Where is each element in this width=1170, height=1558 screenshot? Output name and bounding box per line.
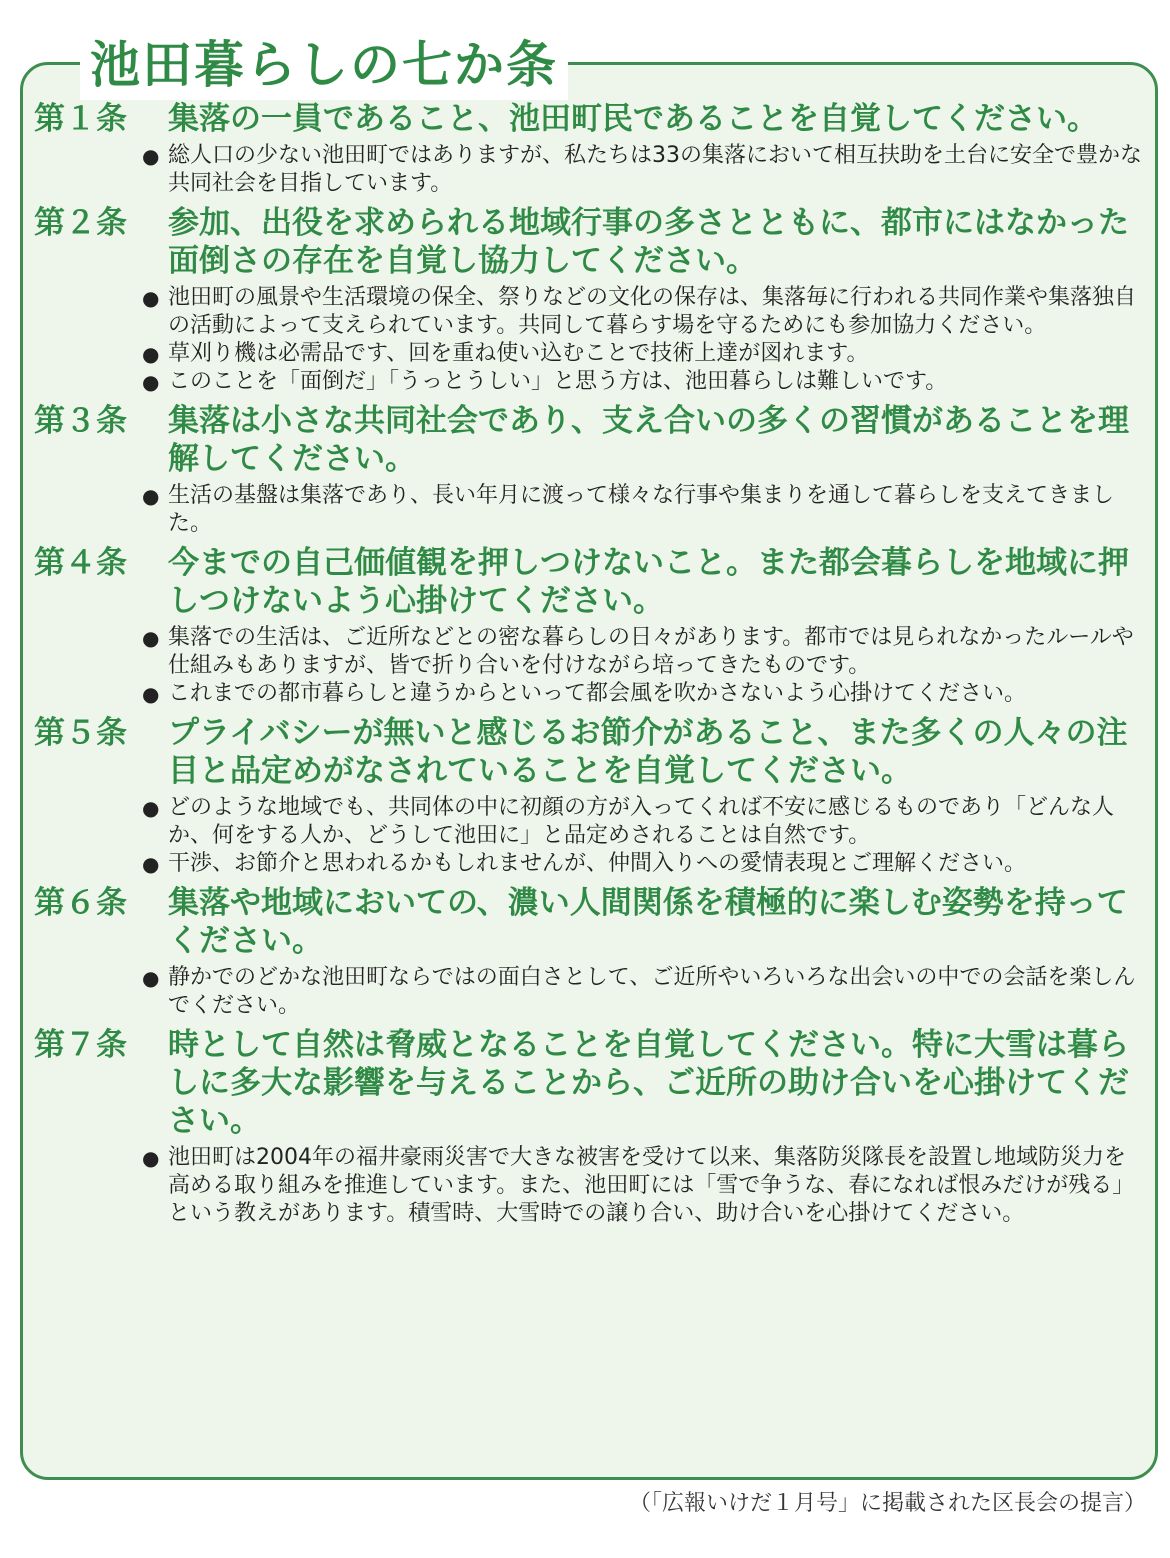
article-title: 今までの自己価値観を押しつけないこと。また都会暮らしを地域に押しつけないよう心掛けてください。 [168, 545, 1129, 619]
list-item [142, 1144, 1142, 1228]
list-item [142, 680, 1142, 708]
article-number: 第２条 [34, 205, 127, 241]
article-title: 集落の一員であること、池田町民であることを自覚してください。 [168, 101, 1098, 137]
list-item [142, 794, 1142, 850]
list-item [142, 142, 1142, 198]
title-banner [80, 30, 568, 100]
article-number: 第３条 [34, 403, 127, 439]
article-2 [34, 204, 1148, 396]
bullet-icon: ● [142, 1146, 160, 1170]
bullet-text: 生活の基盤は集落であり、長い年月に渡って様々な行事や集まりを通して暮らしを支えてきました。 [168, 483, 1115, 536]
bullet-text: 集落での生活は、ご近所などとの密な暮らしの日々があります。都市では見られなかったルールや仕組みもありますが、皆で折り合いを付けながら培ってきたものです。 [168, 625, 1134, 678]
list-item [142, 284, 1142, 340]
bullet-icon: ● [142, 852, 160, 876]
list-item [142, 624, 1142, 680]
bullet-text: 干渉、お節介と思われるかもしれませんが、仲間入りへの愛情表現とご理解ください。 [168, 851, 1027, 876]
article-title: 参加、出役を求められる地域行事の多さとともに、都市にはなかった面倒さの存在を自覚し協力してください。 [168, 205, 1129, 279]
article-6 [34, 884, 1148, 1020]
source-caption: （「広報いけだ１月号」に掲載された区長会の提言） [628, 1491, 1146, 1516]
article-title: 集落や地域においての、濃い人間関係を積極的に楽しむ姿勢を持ってください。 [168, 885, 1128, 959]
article-5 [34, 714, 1148, 878]
bullet-icon: ● [142, 342, 160, 366]
bullet-icon: ● [142, 966, 160, 990]
list-item [142, 850, 1142, 878]
article-title: 集落は小さな共同社会であり、支え合いの多くの習慣があることを理解してください。 [168, 403, 1129, 477]
bullet-text: 草刈り機は必需品です、回を重ね使い込むことで技術上達が図れます。 [168, 341, 869, 366]
article-number: 第６条 [34, 885, 127, 921]
bullet-icon: ● [142, 682, 160, 706]
bullet-icon: ● [142, 370, 160, 394]
bullet-text: 池田町は2004年の福井豪雨災害で大きな被害を受けて以来、集落防災隊長を設置し地域防災力を高める取り組みを推進しています。また、池田町には「雪で争うな、春になれば恨みだけが残る」という教えがあります。積雪時、大雪時での譲り合い、助け合いを心掛けてください。 [168, 1145, 1135, 1226]
article-3 [34, 402, 1148, 538]
article-list [34, 100, 1148, 1234]
article-title: 時として自然は脅威となることを自覚してください。特に大雪は暮らしに多大な影響を与えることから、ご近所の助け合いを心掛けてください。 [168, 1027, 1129, 1139]
list-item [142, 368, 1142, 396]
article-7 [34, 1026, 1148, 1228]
bullet-text: 池田町の風景や生活環境の保全、祭りなどの文化の保存は、集落毎に行われる共同作業や集落独自の活動によって支えられています。共同して暮らす場を守るためにも参加協力ください。 [168, 285, 1137, 338]
bullet-icon: ● [142, 286, 160, 310]
bullet-text: これまでの都市暮らしと違うからといって都会風を吹かさないよう心掛けてください。 [168, 681, 1027, 706]
article-number: 第１条 [34, 101, 127, 137]
bullet-text: 総人口の少ない池田町ではありますが、私たちは33の集落において相互扶助を土台に安全で豊かな共同社会を目指しています。 [168, 143, 1142, 196]
bullet-text: どのような地域でも、共同体の中に初顔の方が入ってくれば不安に感じるものであり「どんな人か、何をする人か、どうして池田に」と品定めされることは自然です。 [168, 795, 1115, 848]
article-number: 第５条 [34, 715, 127, 751]
bullet-icon: ● [142, 796, 160, 820]
bullet-icon: ● [142, 626, 160, 650]
bullet-text: 静かでのどかな池田町ならではの面白さとして、ご近所やいろいろな出会いの中での会話を楽しんでください。 [168, 965, 1136, 1018]
bullet-text: このことを「面倒だ」「うっとうしい」と思う方は、池田暮らしは難しいです。 [168, 369, 948, 394]
article-number: 第７条 [34, 1027, 127, 1063]
bullet-icon: ● [142, 484, 160, 508]
article-1 [34, 100, 1148, 198]
list-item [142, 964, 1142, 1020]
list-item [142, 340, 1142, 368]
article-number: 第４条 [34, 545, 127, 581]
list-item [142, 482, 1142, 538]
article-4 [34, 544, 1148, 708]
bullet-icon: ● [142, 144, 160, 168]
article-title: プライバシーが無いと感じるお節介があること、また多くの人々の注目と品定めがなされていることを自覚してください。 [168, 715, 1128, 789]
page-title: 池田暮らしの七か条 [90, 36, 558, 94]
